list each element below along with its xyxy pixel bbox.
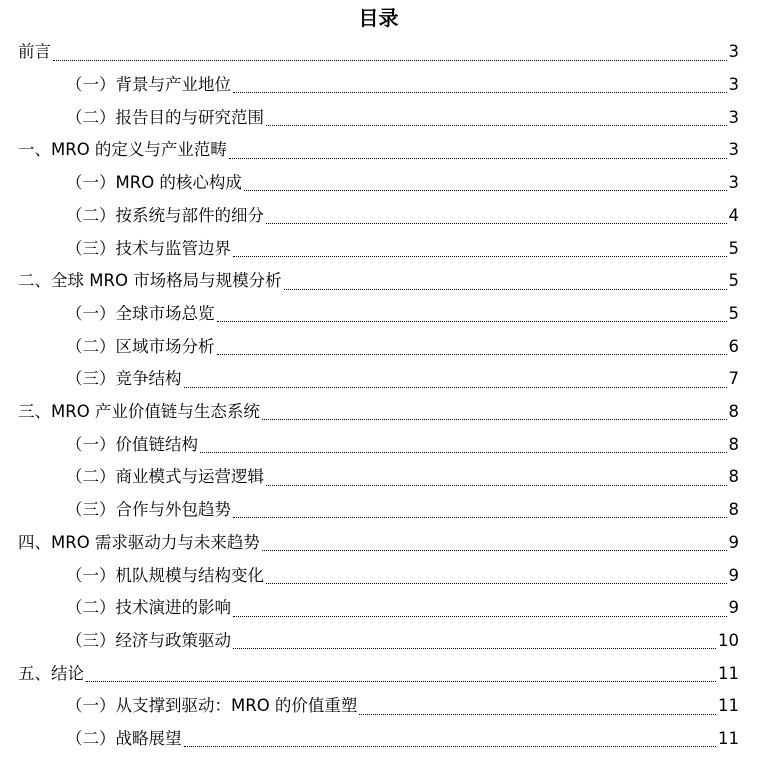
toc-entry[interactable] — [66, 723, 739, 756]
toc-page-number: 4 — [728, 205, 739, 225]
toc-page-number: 5 — [728, 303, 739, 323]
toc-page-number: 9 — [728, 565, 739, 585]
toc-entry-text: （三）经济与政策驱动 — [66, 630, 231, 650]
toc-entry[interactable] — [66, 625, 739, 658]
toc-entry-text: 四、MRO 需求驱动力与未来趋势 — [18, 532, 260, 552]
toc-entry[interactable] — [66, 69, 739, 102]
toc-entry[interactable] — [66, 298, 739, 331]
toc-entry-text: （二）商业模式与运营逻辑 — [66, 467, 264, 487]
toc-dot-leader — [266, 222, 727, 224]
toc-entry[interactable] — [66, 592, 739, 625]
toc-entry-text: （一）价值链结构 — [66, 434, 198, 454]
toc-dot-leader — [284, 288, 727, 290]
toc-entry[interactable] — [18, 527, 739, 560]
toc-dot-leader — [200, 451, 727, 453]
toc-entry[interactable] — [66, 461, 739, 494]
toc-page-number: 3 — [728, 173, 739, 193]
toc-dot-leader — [233, 516, 727, 518]
toc-dot-leader — [217, 353, 727, 355]
toc-entry[interactable] — [18, 265, 739, 298]
toc-page-number: 11 — [718, 663, 739, 683]
toc-dot-leader — [233, 255, 727, 257]
toc-entry[interactable] — [66, 428, 739, 461]
toc-entry-text: （三）技术与监管边界 — [66, 238, 231, 258]
toc-entry-text: （三）竞争结构 — [66, 369, 182, 389]
toc-page-number: 8 — [728, 402, 739, 422]
toc-dot-leader — [262, 418, 727, 420]
toc-entry-text: （二）报告目的与研究范围 — [66, 107, 264, 127]
toc-page-number: 5 — [728, 238, 739, 258]
toc-entry[interactable] — [66, 232, 739, 265]
toc-entry-text: （二）按系统与部件的细分 — [66, 205, 264, 225]
toc-entry[interactable] — [66, 101, 739, 134]
toc-page-number: 3 — [728, 75, 739, 95]
toc-entry-text: 二、全球 MRO 市场格局与规模分析 — [18, 271, 282, 291]
toc-entry[interactable] — [18, 134, 739, 167]
toc-entry-text: （一）MRO 的核心构成 — [66, 173, 242, 193]
toc-entry[interactable] — [18, 36, 739, 69]
toc-entry-text: （一）背景与产业地位 — [66, 75, 231, 95]
toc-entry[interactable] — [66, 559, 739, 592]
toc-entry[interactable] — [18, 396, 739, 429]
toc-dot-leader — [184, 386, 727, 388]
toc-entry-text: （三）合作与外包趋势 — [66, 500, 231, 520]
toc-page-number: 7 — [728, 369, 739, 389]
toc-dot-leader — [266, 582, 727, 584]
toc-dot-leader — [53, 59, 727, 61]
toc-dot-leader — [233, 615, 727, 617]
toc-entry-text: 前言 — [18, 42, 51, 62]
toc-entry-text: （二）区域市场分析 — [66, 336, 215, 356]
toc-entry[interactable] — [18, 657, 739, 690]
toc-entry-text: （一）机队规模与结构变化 — [66, 565, 264, 585]
toc-entry-text: （二）技术演进的影响 — [66, 598, 231, 618]
toc-entry[interactable] — [66, 167, 739, 200]
toc-dot-leader — [266, 484, 727, 486]
toc-dot-leader — [244, 189, 727, 191]
toc-dot-leader — [229, 157, 727, 159]
toc-dot-leader — [262, 549, 727, 551]
toc-page-number: 8 — [728, 467, 739, 487]
toc-page-number: 3 — [728, 107, 739, 127]
toc-page-number: 3 — [728, 140, 739, 160]
toc-page-number: 5 — [728, 271, 739, 291]
toc-dot-leader — [184, 745, 717, 747]
toc-page-number: 11 — [718, 696, 739, 716]
toc-entry-text: （二）战略展望 — [66, 729, 182, 749]
toc-page-number: 10 — [718, 630, 739, 650]
toc-entry[interactable] — [66, 690, 739, 723]
toc-entry[interactable] — [66, 200, 739, 233]
toc-entry-text: （一）全球市场总览 — [66, 303, 215, 323]
toc-dot-leader — [359, 713, 716, 715]
toc-dot-leader — [266, 124, 727, 126]
toc-page-number: 3 — [728, 42, 739, 62]
toc-entry-text: （一）从支撑到驱动：MRO 的价值重塑 — [66, 696, 358, 716]
toc-page-number: 8 — [728, 500, 739, 520]
toc-title: 目录 — [358, 6, 399, 30]
toc-page-number: 6 — [728, 336, 739, 356]
toc-entry[interactable] — [66, 363, 739, 396]
toc-dot-leader — [233, 91, 727, 93]
toc-entry[interactable] — [66, 330, 739, 363]
toc-dot-leader — [217, 320, 727, 322]
toc-entry-text: 五、结论 — [18, 663, 84, 683]
toc-page-number: 9 — [728, 598, 739, 618]
toc-dot-leader — [233, 647, 716, 649]
toc-entry-text: 一、MRO 的定义与产业范畴 — [18, 140, 227, 160]
toc-dot-leader — [86, 680, 716, 682]
toc-entry[interactable] — [66, 494, 739, 527]
toc-page-number: 9 — [728, 532, 739, 552]
toc-page-number: 8 — [728, 434, 739, 454]
toc-page-number: 11 — [718, 729, 739, 749]
toc-entry-text: 三、MRO 产业价值链与生态系统 — [18, 402, 260, 422]
